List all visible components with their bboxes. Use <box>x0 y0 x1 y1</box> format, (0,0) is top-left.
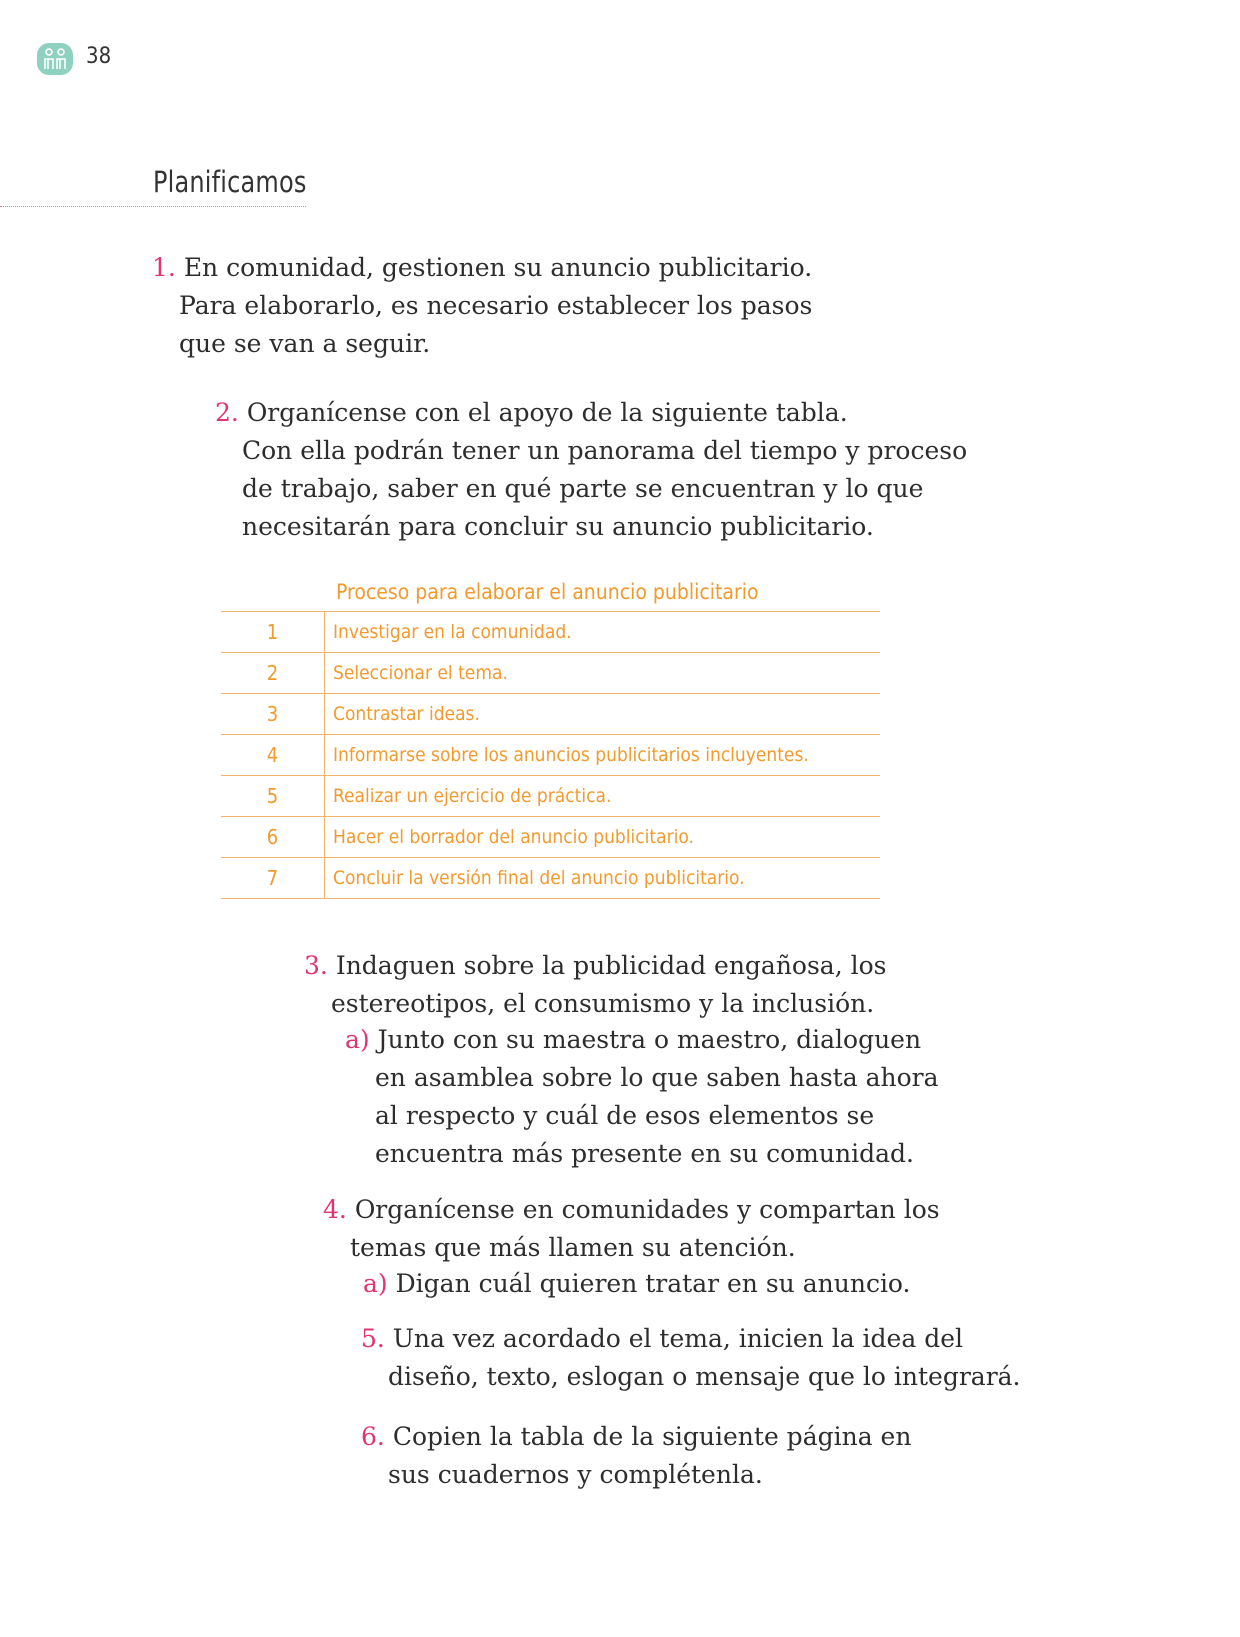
item-letter: a) <box>363 1269 388 1298</box>
item-text: Copien la tabla de la siguiente página en <box>392 1422 912 1451</box>
item-text: Con ella podrán tener un panorama del tiempo y proceso <box>242 436 968 465</box>
item-number: 3. <box>304 951 328 980</box>
step-text: Seleccionar el tema. <box>333 662 508 684</box>
step-text: Informarse sobre los anuncios publicitarios incluyentes. <box>333 744 809 766</box>
item-text: Digan cuál quieren tratar en su anuncio. <box>395 1269 911 1298</box>
step-text: Investigar en la comunidad. <box>333 621 572 643</box>
item-text: al respecto y cuál de esos elementos se <box>375 1101 875 1130</box>
item-3a <box>345 1021 938 1173</box>
table-row <box>221 776 880 817</box>
item-number: 5. <box>361 1324 385 1353</box>
item-number: 4. <box>323 1195 347 1224</box>
item-text: En comunidad, gestionen su anuncio publicitario. <box>183 253 813 282</box>
table-row <box>221 653 880 694</box>
item-text: encuentra más presente en su comunidad. <box>375 1139 914 1168</box>
item-text: Indaguen sobre la publicidad engañosa, los <box>335 951 887 980</box>
step-number: 5 <box>221 776 325 816</box>
page-badge <box>37 43 73 75</box>
step-number: 7 <box>221 858 325 898</box>
item-text: Organícense en comunidades y compartan los <box>354 1195 940 1224</box>
item-letter: a) <box>345 1025 370 1054</box>
item-3 <box>304 947 886 1023</box>
page-number: 38 <box>86 44 112 69</box>
item-text: en asamblea sobre lo que saben hasta ahora <box>375 1063 939 1092</box>
item-2 <box>215 394 967 546</box>
item-text: estereotipos, el consumismo y la inclusión. <box>331 989 875 1018</box>
item-6 <box>361 1418 911 1494</box>
step-text: Concluir la versión final del anuncio publicitario. <box>333 867 745 889</box>
item-5 <box>361 1320 1021 1396</box>
item-text: Una vez acordado el tema, inicien la idea del <box>392 1324 963 1353</box>
item-text: sus cuadernos y complétenla. <box>388 1460 763 1489</box>
item-text: de trabajo, saber en qué parte se encuentran y lo que <box>242 474 924 503</box>
item-number: 1. <box>152 253 176 282</box>
process-table <box>221 611 880 899</box>
item-text: Organícense con el apoyo de la siguiente tabla. <box>246 398 848 427</box>
step-number: 3 <box>221 694 325 734</box>
item-text: que se van a seguir. <box>179 329 431 358</box>
item-text: diseño, texto, eslogan o mensaje que lo integrará. <box>388 1362 1021 1391</box>
step-number: 1 <box>221 612 325 652</box>
item-1 <box>152 249 812 363</box>
item-4a <box>363 1265 911 1303</box>
step-text: Contrastar ideas. <box>333 703 480 725</box>
item-text: temas que más llamen su atención. <box>350 1233 796 1262</box>
community-icon <box>42 47 68 71</box>
section-title: Planificamos <box>153 165 307 199</box>
table-row <box>221 735 880 776</box>
table-title: Proceso para elaborar el anuncio publicitario <box>336 580 759 604</box>
table-row <box>221 612 880 653</box>
table-row <box>221 817 880 858</box>
item-text: Para elaborarlo, es necesario establecer los pasos <box>179 291 813 320</box>
item-number: 6. <box>361 1422 385 1451</box>
item-text: necesitarán para concluir su anuncio publicitario. <box>242 512 874 541</box>
step-text: Hacer el borrador del anuncio publicitario. <box>333 826 694 848</box>
item-number: 2. <box>215 398 239 427</box>
step-number: 2 <box>221 653 325 693</box>
step-number: 6 <box>221 817 325 857</box>
table-row <box>221 694 880 735</box>
item-text: Junto con su maestra o maestro, dialoguen <box>377 1025 922 1054</box>
section-divider <box>0 206 306 207</box>
item-4 <box>323 1191 940 1267</box>
table-row <box>221 858 880 899</box>
step-text: Realizar un ejercicio de práctica. <box>333 785 612 807</box>
step-number: 4 <box>221 735 325 775</box>
